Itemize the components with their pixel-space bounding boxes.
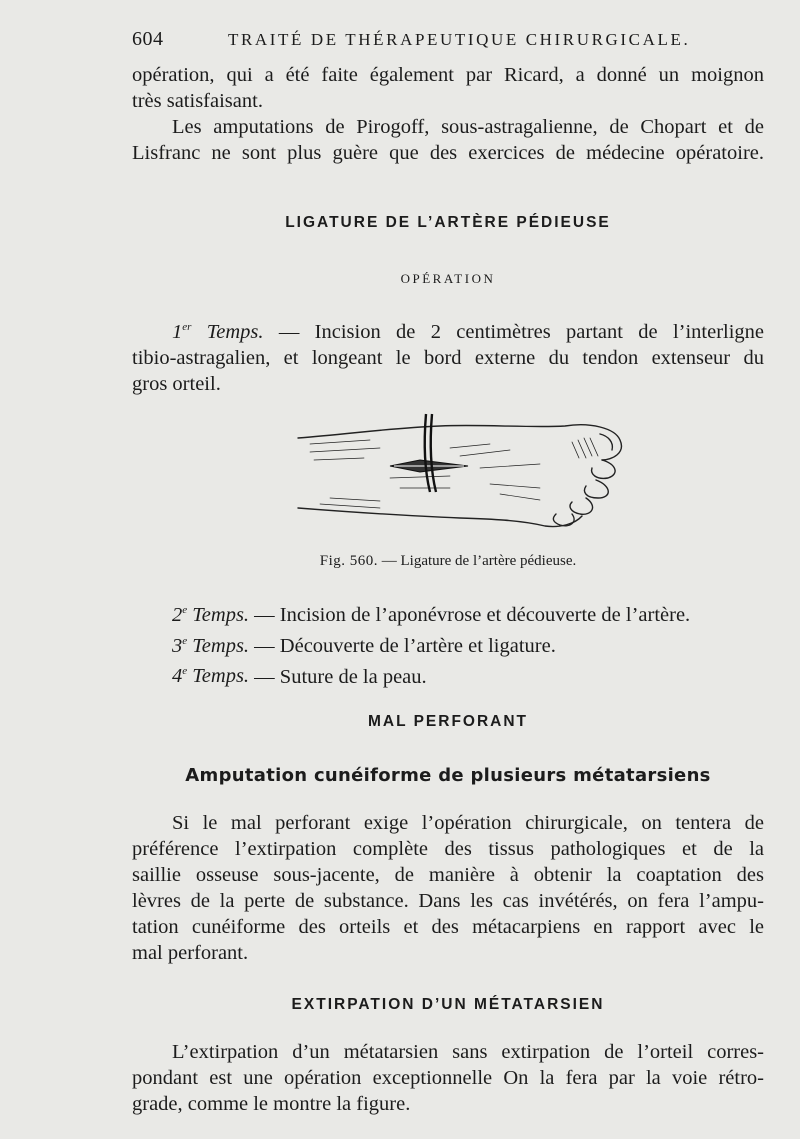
step-number: 1er Temps. [172, 320, 264, 343]
figure-label: Fig. 560. [319, 553, 378, 569]
text-line: très satisfaisant. [132, 90, 263, 112]
step1-paragraph [132, 314, 764, 397]
running-title: TRAITÉ DE THÉRAPEUTIQUE CHIRURGICALE. [228, 30, 691, 49]
page-header [132, 28, 772, 54]
text-line: opération, qui a été faite également par Ricard, a donné un moignon [132, 64, 764, 86]
figure-caption-text: — Ligature de l’artère pédieuse. [381, 553, 577, 569]
figure-caption [132, 553, 764, 570]
section-title-ligature: LIGATURE DE L’ARTÈRE PÉDIEUSE [285, 214, 611, 231]
text-line: L’extirpation d’un métatarsien sans extirpation de l’orteil corres- [172, 1041, 764, 1063]
section-title-extirpation: EXTIRPATION D’UN MÉTATARSIEN [291, 996, 605, 1013]
text-line: Les amputations de Pirogoff, sous-astragalienne, de Chopart et de [172, 116, 764, 138]
mal-perforant-paragraph [132, 810, 764, 966]
page-number: 604 [132, 28, 164, 50]
section-subtitle-amputation: Amputation cunéiforme de plusieurs métatarsiens [185, 765, 711, 786]
foot-ligature-illustration [290, 408, 630, 548]
text-line: Lisfranc ne sont plus guère que des exercices de médecine opératoire. [132, 142, 764, 164]
text-line: gros orteil. [132, 372, 221, 395]
text-line: mal perforant. [132, 942, 249, 964]
step-item: 4e Temps. — Suture de la peau. [172, 665, 427, 688]
text-line: pondant est une opération exceptionnelle On la fera par la voie rétro- [132, 1067, 764, 1089]
text-line: lèvres de la perte de substance. Dans les cas invétérés, on fera l’ampu- [132, 890, 764, 912]
step-item: 3e Temps. — Découverte de l’artère et ligature. [172, 634, 556, 657]
text-line: préférence l’extirpation complète des tissus pathologiques et de la [132, 838, 764, 860]
steps-list [172, 597, 690, 689]
text-line: saillie osseuse sous-jacente, de manière à obtenir la coaptation des [132, 864, 764, 886]
text-line: Si le mal perforant exige l’opération chirurgicale, on tentera de [172, 812, 764, 834]
extirpation-paragraph [132, 1039, 764, 1117]
step-item: 2e Temps. — Incision de l’aponévrose et découverte de l’artère. [172, 603, 691, 626]
intro-paragraph [132, 62, 764, 166]
step1-line: 1er Temps. — Incision de 2 centimètres partant de l’interligne [172, 320, 765, 343]
section-title-mal-perforant: MAL PERFORANT [367, 713, 529, 730]
section-subtitle-operation: OPÉRATION [400, 271, 496, 286]
text-line: grade, comme le montre la figure. [132, 1093, 411, 1115]
text-line: tation cunéiforme des orteils et des métacarpiens en rapport avec le [132, 916, 764, 938]
text-line: tibio-astragalien, et longeant le bord externe du tendon extenseur du [132, 346, 764, 369]
